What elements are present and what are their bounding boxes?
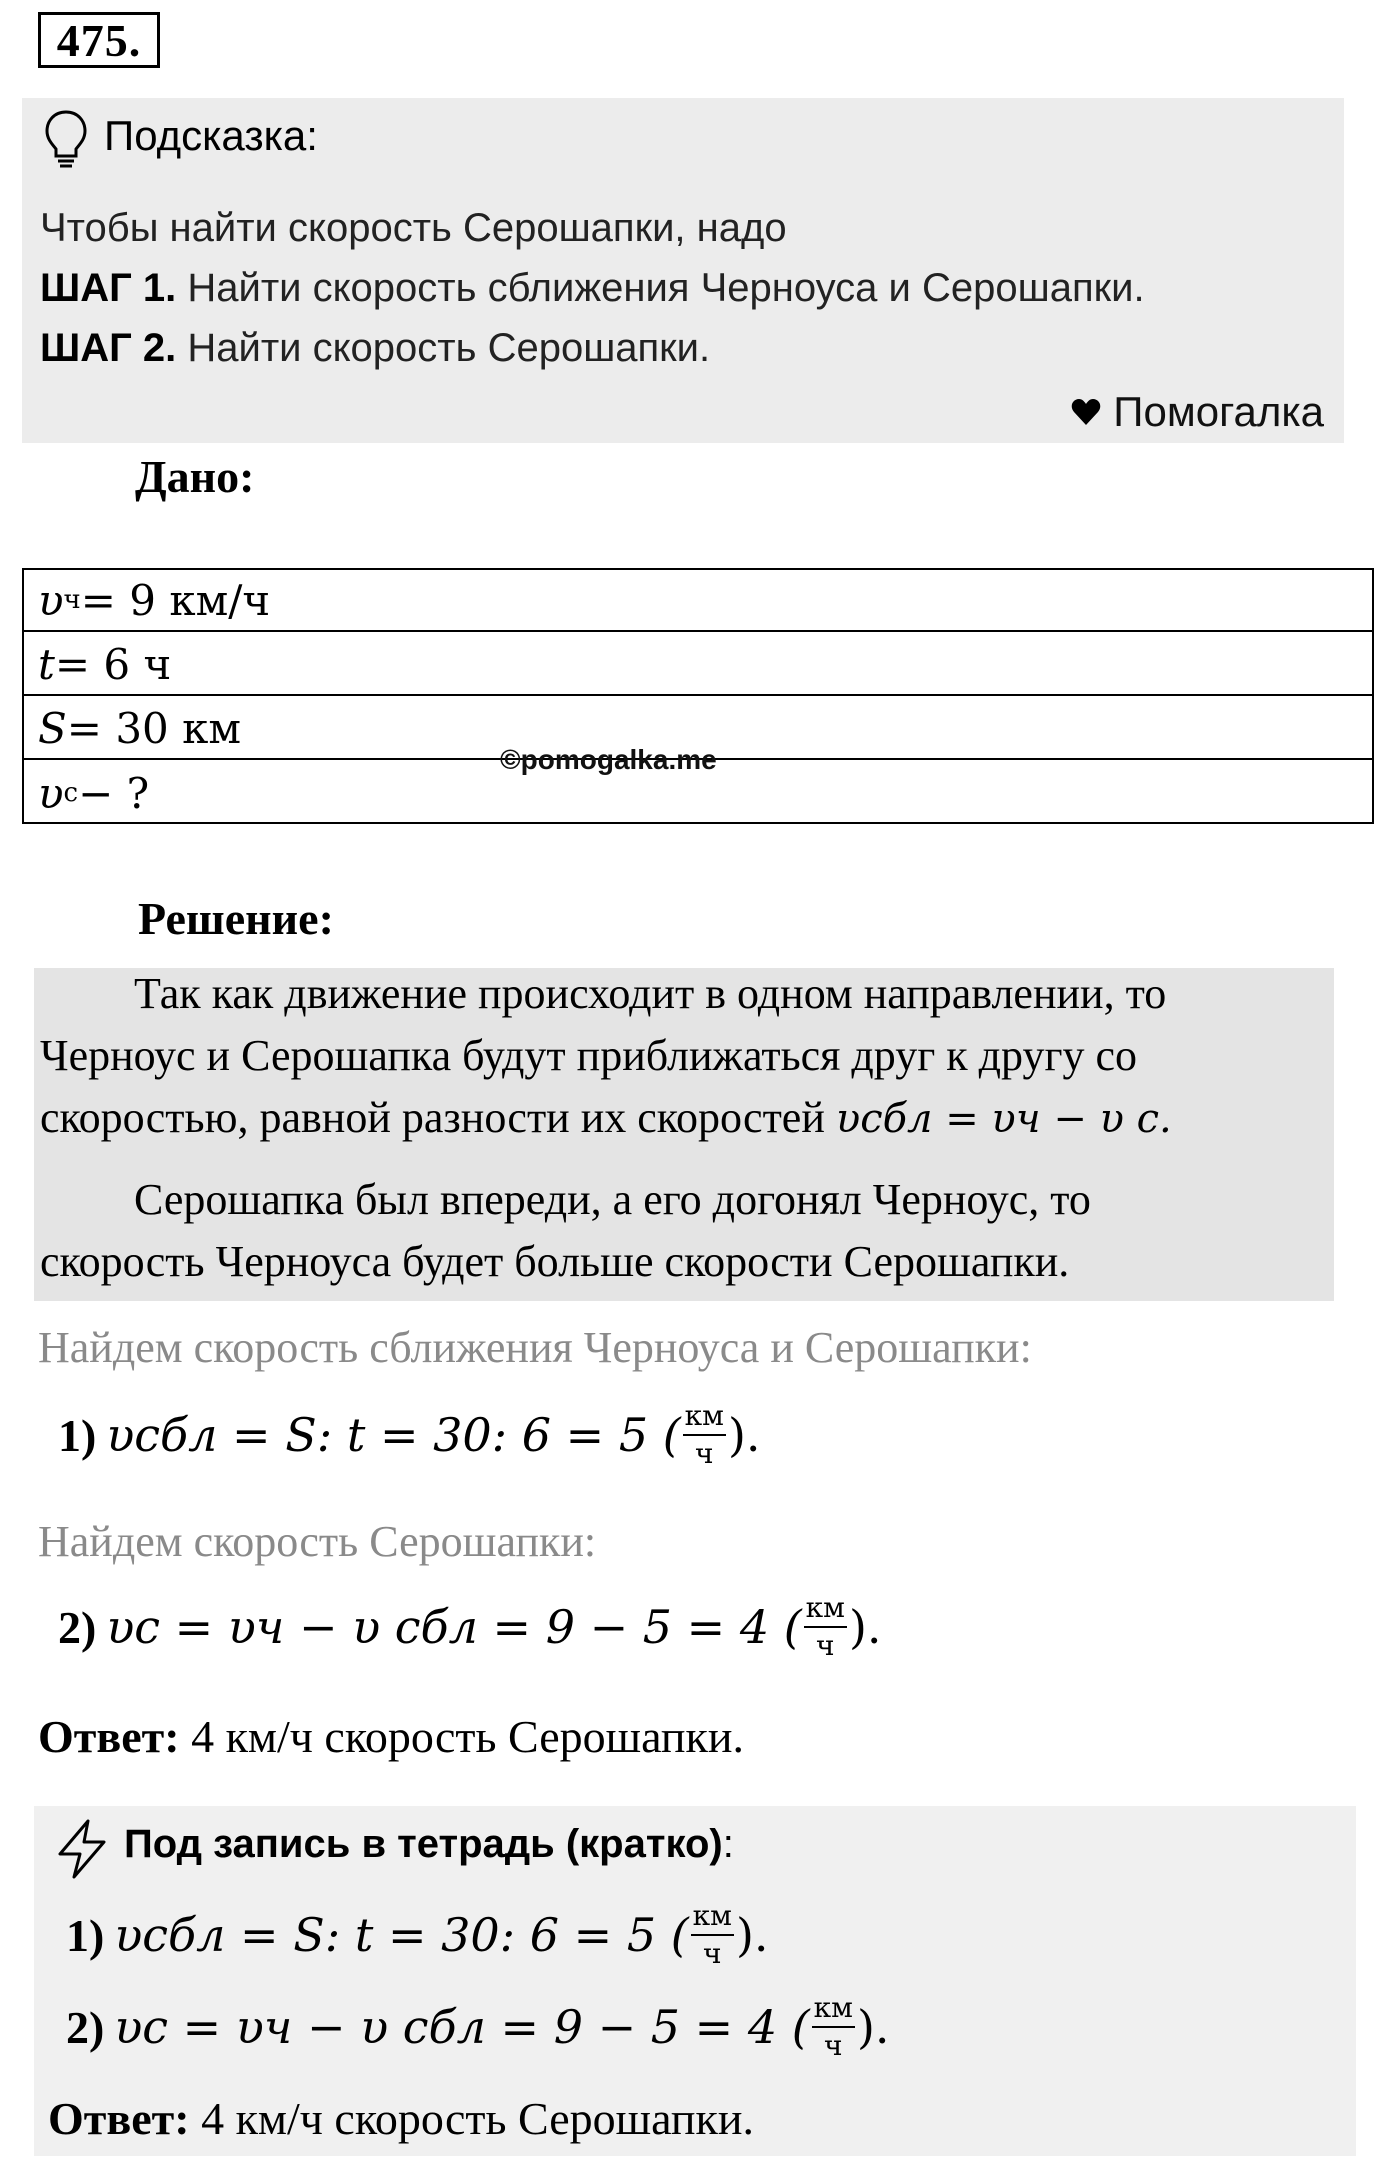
short-title-text: Под запись в тетрадь (кратко) bbox=[124, 1822, 723, 1866]
step-2-label: ШАГ 2. bbox=[40, 326, 177, 370]
short-title bbox=[124, 1822, 734, 1867]
find-approach-speed: Найдем скорость сближения Черноуса и Серошапки: bbox=[38, 1323, 1032, 1372]
step-number: 2) bbox=[66, 2001, 105, 2053]
lightning-icon bbox=[52, 1818, 112, 1880]
answer-text: 4 км/ч скорость Серошапки. bbox=[179, 1711, 744, 1762]
fraction-denominator: ч bbox=[703, 1937, 722, 1970]
equation-end: ). bbox=[848, 1600, 882, 1654]
step-number: 2) bbox=[58, 1601, 97, 1653]
hint-title: Подсказка: bbox=[104, 112, 318, 159]
given-sub: с bbox=[63, 778, 79, 808]
para2-line1: Серошапка был впереди, а его догонял Черноус, то bbox=[134, 1175, 1091, 1224]
answer-text: 4 км/ч скорость Серошапки. bbox=[189, 2093, 754, 2144]
equation-1 bbox=[58, 1399, 761, 1470]
para1-line3 bbox=[40, 1092, 1172, 1143]
fraction-denominator: ч bbox=[824, 2029, 843, 2062]
answer-label: Ответ: bbox=[48, 2093, 190, 2144]
step-1-label: ШАГ 1. bbox=[40, 266, 177, 310]
step-2-text: Найти скорость Серошапки. bbox=[176, 326, 711, 370]
para1-line3-text: скоростью, равной разности их скоростей bbox=[40, 1093, 836, 1142]
fraction bbox=[804, 1591, 847, 1662]
short-answer bbox=[48, 2092, 754, 2145]
para1-formula: υсбл = υч − υ с. bbox=[835, 1096, 1172, 1142]
solution-heading: Решение: bbox=[138, 893, 334, 944]
fraction bbox=[812, 1991, 855, 2062]
short-title-colon: : bbox=[722, 1822, 734, 1866]
given-var: υ bbox=[38, 575, 64, 625]
given-row bbox=[24, 634, 1372, 696]
given-var: υ bbox=[38, 768, 64, 818]
hint-intro: Чтобы найти скорость Серошапки, надо bbox=[40, 206, 787, 250]
given-var: t bbox=[38, 639, 55, 689]
given-row bbox=[24, 570, 1372, 632]
equation-2 bbox=[58, 1591, 882, 1662]
step-1-text: Найти скорость сближения Черноуса и Серошапки. bbox=[176, 266, 1145, 310]
para1-line2: Черноус и Серошапка будут приближаться друг к другу со bbox=[40, 1031, 1138, 1080]
fraction-denominator: ч bbox=[816, 1629, 835, 1662]
fraction-denominator: ч bbox=[695, 1437, 714, 1470]
fraction-numerator: км bbox=[804, 1594, 847, 1628]
step-number: 1) bbox=[58, 1409, 97, 1461]
given-value: − ? bbox=[78, 768, 150, 818]
answer-label: Ответ: bbox=[38, 1711, 180, 1762]
hint-box bbox=[22, 98, 1344, 443]
given-value: = 30 км bbox=[66, 703, 242, 753]
fraction-numerator: км bbox=[691, 1902, 734, 1936]
equation-text: υсбл = S: t = 30: 6 = 5 ( bbox=[106, 1408, 681, 1462]
hint-step-2 bbox=[40, 326, 710, 371]
step-number: 1) bbox=[66, 1909, 105, 1961]
equation-end: ). bbox=[856, 2000, 890, 2054]
equation-end: ). bbox=[735, 1908, 769, 1962]
fraction bbox=[691, 1899, 734, 1970]
given-heading: Дано: bbox=[135, 451, 255, 502]
given-value: = 9 км/ч bbox=[80, 575, 271, 625]
equation-text: υс = υч − υ сбл = 9 − 5 = 4 ( bbox=[114, 2000, 810, 2054]
heart-icon bbox=[1071, 398, 1101, 426]
solution-explanation bbox=[34, 968, 1334, 1301]
short-equation-2 bbox=[66, 1991, 890, 2062]
find-speed: Найдем скорость Серошапки: bbox=[38, 1517, 597, 1566]
para1-line1: Так как движение происходит в одном направлении, то bbox=[134, 969, 1167, 1018]
fraction-numerator: км bbox=[812, 1994, 855, 2028]
short-record-box bbox=[34, 1806, 1356, 2156]
given-table bbox=[22, 568, 1374, 824]
given-sub: ч bbox=[63, 585, 81, 615]
para2-line2: скорость Черноуса будет больше скорости Серошапки. bbox=[40, 1237, 1070, 1286]
task-number: 475. bbox=[38, 12, 160, 68]
brand-text: Помогалка bbox=[1113, 388, 1324, 435]
given-var: S bbox=[38, 703, 67, 753]
hint-step-1 bbox=[40, 266, 1145, 311]
short-equation-1 bbox=[66, 1899, 769, 1970]
lightbulb-icon bbox=[42, 108, 90, 170]
equation-end: ). bbox=[727, 1408, 761, 1462]
given-value: = 6 ч bbox=[54, 639, 172, 689]
equation-text: υс = υч − υ сбл = 9 − 5 = 4 ( bbox=[106, 1600, 802, 1654]
fraction bbox=[683, 1399, 726, 1470]
equation-text: υсбл = S: t = 30: 6 = 5 ( bbox=[114, 1908, 689, 1962]
fraction-numerator: км bbox=[683, 1402, 726, 1436]
answer bbox=[38, 1710, 744, 1763]
watermark: ©pomogalka.me bbox=[500, 744, 717, 775]
brand-label bbox=[1071, 388, 1324, 436]
